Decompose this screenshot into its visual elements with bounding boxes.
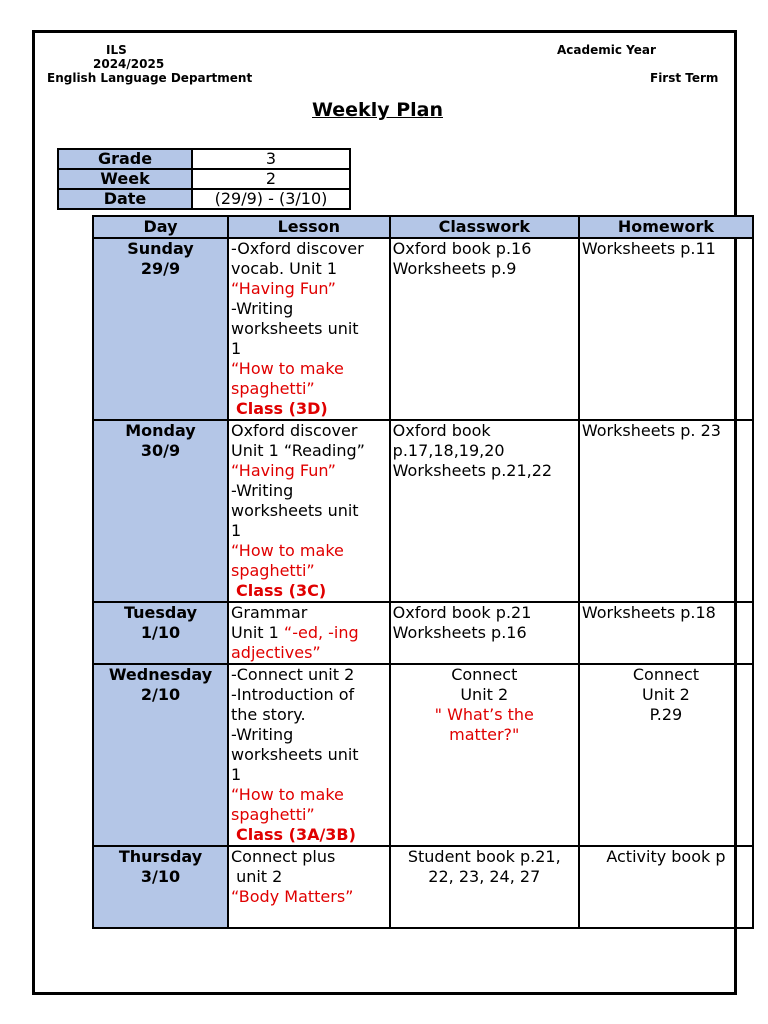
lesson-topic: spaghetti” xyxy=(230,379,315,398)
lesson-class: Class (3D) xyxy=(235,399,328,418)
lesson-line-group xyxy=(231,623,387,643)
day-name: Thursday xyxy=(118,847,203,866)
day-cell xyxy=(93,664,228,846)
grade-row xyxy=(58,149,350,169)
lesson-topic: “How to make xyxy=(230,785,344,804)
lesson-line: Unit 1 xyxy=(230,623,284,642)
lesson-topic: “How to make xyxy=(230,359,344,378)
day-cell xyxy=(93,238,228,420)
day-cell xyxy=(93,602,228,664)
lesson-line: worksheets unit xyxy=(230,501,359,520)
day-name: Sunday xyxy=(127,239,194,258)
lesson-line: 1 xyxy=(230,521,242,540)
table-row xyxy=(93,420,753,602)
lesson-line: unit 2 xyxy=(230,867,283,886)
lesson-line: worksheets unit xyxy=(230,319,359,338)
classwork-cell xyxy=(390,602,579,664)
lesson-line: 1 xyxy=(230,339,242,358)
lesson-cell xyxy=(228,238,390,420)
lesson-line: Oxford discover xyxy=(230,421,358,440)
lesson-line: 1 xyxy=(230,765,242,784)
classwork-line: Worksheets p.21,22 xyxy=(392,461,553,480)
page-title: Weekly Plan xyxy=(312,99,443,121)
lesson-cell xyxy=(228,664,390,846)
school-year: 2024/2025 xyxy=(93,57,165,71)
homework-cell xyxy=(579,238,753,420)
day-name: Wednesday xyxy=(108,665,213,684)
day-cell xyxy=(93,846,228,928)
lesson-cell xyxy=(228,846,390,928)
school-name: ILS xyxy=(106,43,127,57)
department-name: English Language Department xyxy=(47,71,253,85)
day-date: 29/9 xyxy=(140,259,181,278)
day-cell xyxy=(93,420,228,602)
lesson-topic: “Body Matters” xyxy=(230,887,354,906)
header-homework: Homework xyxy=(579,216,753,238)
lesson-line: the story. xyxy=(230,705,306,724)
lesson-line: -Writing xyxy=(230,299,294,318)
lesson-line: Unit 1 “Reading” xyxy=(230,441,365,460)
classwork-line: Unit 2 xyxy=(460,685,509,704)
term-label: First Term xyxy=(650,71,719,85)
lesson-topic: “Having Fun” xyxy=(230,279,336,298)
lesson-line: -Oxford discover xyxy=(230,239,364,258)
lesson-line: -Introduction of xyxy=(230,685,355,704)
lesson-class: Class (3C) xyxy=(235,581,327,600)
table-row xyxy=(93,846,753,928)
lesson-topic: spaghetti” xyxy=(230,805,315,824)
lesson-line: Grammar xyxy=(230,603,308,622)
lesson-topic: adjectives” xyxy=(230,643,321,662)
lesson-topic: “How to make xyxy=(230,541,344,560)
lesson-cell xyxy=(228,420,390,602)
classwork-line: Connect xyxy=(451,665,518,684)
lesson-line: -Writing xyxy=(230,481,294,500)
lesson-line: Connect plus xyxy=(230,847,336,866)
day-date: 30/9 xyxy=(140,441,181,460)
lesson-class: Class (3A/3B) xyxy=(235,825,356,844)
homework-line: Unit 2 xyxy=(642,685,690,704)
classwork-line: Student book p.21, xyxy=(407,847,561,866)
lesson-topic: spaghetti” xyxy=(230,561,315,580)
info-table xyxy=(57,148,351,210)
academic-year-label: Academic Year xyxy=(557,43,656,57)
homework-cell xyxy=(579,846,753,928)
lesson-line: -Writing xyxy=(230,725,294,744)
table-row xyxy=(93,664,753,846)
lesson-cell xyxy=(228,602,390,664)
table-row xyxy=(93,602,753,664)
homework-line: P.29 xyxy=(649,705,683,724)
homework-cell xyxy=(579,664,753,846)
week-row xyxy=(58,169,350,189)
date-label: Date xyxy=(58,189,192,209)
classwork-cell xyxy=(390,664,579,846)
date-value: (29/9) - (3/10) xyxy=(192,189,350,209)
homework-line: Activity book p xyxy=(606,847,726,866)
lesson-line: -Connect unit 2 xyxy=(230,665,355,684)
homework-line: Worksheets p.18 xyxy=(581,603,716,622)
classwork-line: Worksheets p.16 xyxy=(392,623,527,642)
day-name: Tuesday xyxy=(123,603,198,622)
homework-line: Connect xyxy=(632,665,700,684)
lesson-line: vocab. Unit 1 xyxy=(230,259,338,278)
classwork-cell xyxy=(390,238,579,420)
homework-line: Worksheets p. 23 xyxy=(581,421,721,440)
classwork-line: p.17,18,19,20 xyxy=(392,441,505,460)
classwork-cell xyxy=(390,846,579,928)
header-classwork: Classwork xyxy=(390,216,579,238)
day-date: 2/10 xyxy=(140,685,181,704)
header-lesson: Lesson xyxy=(228,216,390,238)
classwork-topic: matter?" xyxy=(449,725,520,744)
table-row xyxy=(93,238,753,420)
date-row xyxy=(58,189,350,209)
classwork-line: 22, 23, 24, 27 xyxy=(428,867,541,886)
day-date: 3/10 xyxy=(140,867,181,886)
week-value: 2 xyxy=(192,169,350,189)
classwork-line: Oxford book p.21 xyxy=(392,603,532,622)
grade-value: 3 xyxy=(192,149,350,169)
week-label: Week xyxy=(58,169,192,189)
day-name: Monday xyxy=(125,421,196,440)
day-date: 1/10 xyxy=(140,623,181,642)
lesson-topic: “Having Fun” xyxy=(230,461,336,480)
classwork-topic: " What’s the xyxy=(434,705,534,724)
homework-line: Worksheets p.11 xyxy=(581,239,716,258)
classwork-line: Oxford book p.16 xyxy=(392,239,532,258)
homework-cell xyxy=(579,602,753,664)
header-day: Day xyxy=(93,216,228,238)
classwork-line: Oxford book xyxy=(392,421,491,440)
weekly-plan-table xyxy=(92,215,754,929)
table-header-row xyxy=(93,216,753,238)
classwork-cell xyxy=(390,420,579,602)
lesson-line: worksheets unit xyxy=(230,745,359,764)
classwork-line: Worksheets p.9 xyxy=(392,259,517,278)
grade-label: Grade xyxy=(58,149,192,169)
lesson-topic: “-ed, -ing xyxy=(283,623,359,642)
homework-cell xyxy=(579,420,753,602)
